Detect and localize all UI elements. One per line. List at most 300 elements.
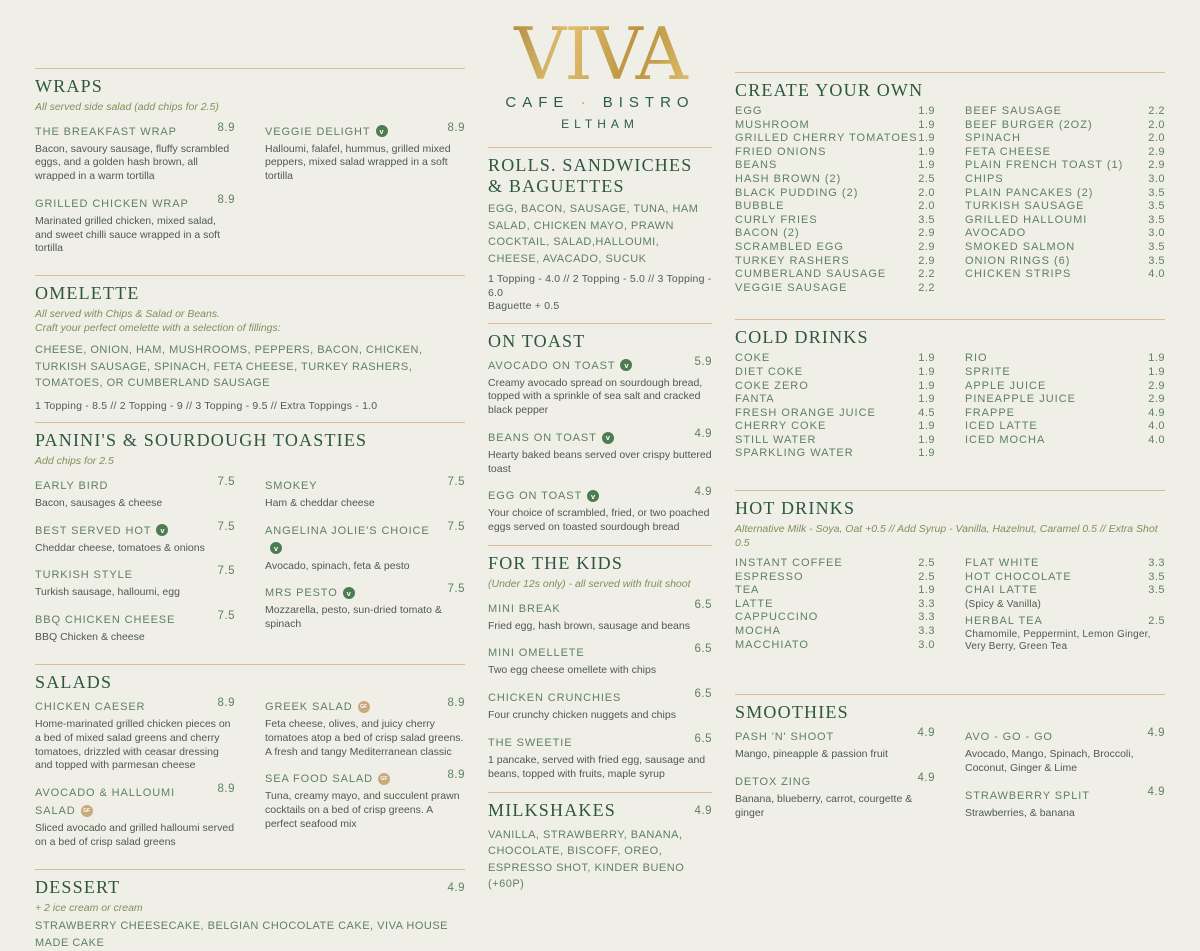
item-price: 2.5 — [918, 570, 935, 583]
milkshakes-header — [488, 800, 712, 825]
price-list-item — [735, 159, 935, 173]
section-rolls — [488, 147, 712, 314]
smoothies-grid — [735, 727, 1165, 830]
item-price: 2.0 — [1148, 118, 1165, 131]
menu-item-header — [965, 786, 1165, 804]
item-price: 3.5 — [1148, 186, 1165, 199]
menu-item-name-wrap — [35, 697, 210, 715]
item-description: Halloumi, falafel, hummus, grilled mixed peppers, mixed salad wrapped in a soft tortilla — [265, 142, 451, 183]
price-list-item — [965, 420, 1165, 434]
item-description: Creamy avocado spread on sourdough bread, topped with a sprinkle of sea salt and cracked black pepper — [488, 376, 703, 417]
item-name: ICED LATTE — [965, 420, 1038, 433]
item-name: CHICKEN CAESER — [35, 700, 146, 713]
menu-item-name-wrap — [488, 428, 687, 446]
section-title-salads: SALADS — [35, 671, 113, 692]
price-list-item — [735, 420, 935, 434]
menu-item-header — [265, 697, 465, 715]
item-name: THE BREAKFAST WRAP — [35, 125, 177, 138]
item-name: HOT CHOCOLATE — [965, 570, 1072, 583]
item-name: MRS PESTO — [265, 587, 338, 600]
item-price: 3.5 — [1148, 200, 1165, 213]
item-price: 4.9 — [694, 427, 712, 440]
item-name: STRAWBERRY SPLIT — [965, 790, 1090, 803]
menu-item-header — [265, 521, 465, 557]
menu-item-name-wrap — [488, 486, 687, 504]
item-description: Feta cheese, olives, and juicy cherry tomatoes atop a bed of crisp salad greens. A fresh and tangy Mediterranean classic — [265, 717, 464, 758]
item-description: Cheddar cheese, tomatoes & onions — [35, 541, 205, 554]
item-name: RIO — [965, 352, 988, 365]
logo-dot-icon: · — [580, 94, 592, 111]
menu-item-name-wrap — [488, 688, 687, 706]
item-price: 8.9 — [217, 121, 235, 134]
item-description: Home-marinated grilled chicken pieces on a bed of mixed salad greens and cherry tomatoes, drizzled with ceasar dressing and topped with parmesan cheese — [35, 717, 231, 772]
menu-item — [488, 486, 712, 535]
menu-item-header — [735, 727, 935, 745]
viva-logo — [488, 14, 712, 131]
item-price: 7.5 — [217, 610, 235, 623]
item-name: TURKEY RASHERS — [735, 254, 850, 267]
menu-item — [265, 476, 465, 511]
item-name: PLAIN PANCAKES (2) — [965, 186, 1094, 199]
smoothies-subcol-1 — [735, 727, 935, 830]
section-kids — [488, 545, 712, 781]
price-list-item — [735, 557, 935, 571]
item-price: 2.0 — [1148, 132, 1165, 145]
logo-city: ELTHAM — [561, 117, 639, 131]
item-price: 7.5 — [447, 583, 465, 596]
section-note-wraps: All served side salad (add chips for 2.5) — [35, 101, 219, 113]
item-name: BACON (2) — [735, 227, 800, 240]
menu-item-header — [488, 688, 712, 706]
item-price: 2.2 — [918, 281, 935, 294]
menu-item-name-wrap — [265, 697, 440, 715]
section-paninis — [35, 422, 465, 655]
section-title-dessert: DESSERT — [35, 876, 121, 897]
item-price: 2.9 — [918, 227, 935, 240]
item-description: Avocado, spinach, feta & pesto — [265, 559, 410, 572]
price-list-item — [735, 282, 935, 296]
price-list-item — [735, 200, 935, 214]
price-list-item — [735, 611, 935, 625]
section-on-toast — [488, 323, 712, 536]
item-name: PASH 'N' SHOOT — [735, 731, 835, 744]
item-price: 2.2 — [918, 268, 935, 281]
menu-item — [35, 783, 235, 850]
item-price: 1.9 — [1148, 352, 1165, 365]
item-price: 1.9 — [918, 352, 935, 365]
vegetarian-icon: v — [587, 490, 599, 502]
item-name: AVOCADO & HALLOUMI SALAD — [35, 787, 176, 818]
create-grid — [735, 105, 1165, 295]
item-description: Mozzarella, pesto, sun-dried tomato & spinach — [265, 604, 442, 631]
item-name: CUMBERLAND SAUSAGE — [735, 268, 887, 281]
item-price: 3.3 — [1148, 557, 1165, 570]
menu-item-header — [35, 476, 235, 494]
menu-item-name-wrap — [735, 772, 910, 790]
create-subcol-1 — [735, 105, 935, 295]
item-name: SCRAMBLED EGG — [735, 240, 844, 253]
item-price: 4.9 — [917, 727, 935, 740]
item-description: Banana, blueberry, carrot, courgette & ginger — [735, 793, 913, 820]
item-name: MOCHA — [735, 625, 781, 638]
item-description: Bacon, sausages & cheese — [35, 496, 163, 509]
price-list-item — [965, 366, 1165, 380]
gluten-free-icon: GF — [81, 805, 93, 817]
item-name: CHICKEN STRIPS — [965, 268, 1072, 281]
menu-item — [35, 565, 235, 600]
price-list-item — [735, 639, 935, 653]
menu-item-header — [35, 122, 235, 140]
menu-item — [35, 476, 235, 511]
item-name: FRAPPE — [965, 406, 1016, 419]
hot-drinks-note: Alternative Milk - Soya, Oat +0.5 // Add Syrup - Vanilla, Hazelnut, Caramel 0.5 // Extra Shot 0.5 — [735, 523, 1158, 549]
item-description: Turkish sausage, halloumi, egg — [35, 586, 180, 599]
item-price: 4.0 — [1148, 268, 1165, 281]
item-name: SPRITE — [965, 365, 1011, 378]
logo-tagline-left: CAFE — [505, 94, 570, 111]
section-omelette — [35, 275, 465, 413]
item-description: Chamomile, Peppermint, Lemon Ginger, Very Berry, Green Tea — [965, 629, 1151, 653]
item-name: APPLE JUICE — [965, 379, 1047, 392]
item-description: Two egg cheese omellete with chips — [488, 664, 657, 677]
price-list-item — [965, 146, 1165, 160]
item-name: MINI BREAK — [488, 602, 561, 615]
item-name: GRILLED HALLOUMI — [965, 213, 1088, 226]
price-list-item — [965, 615, 1165, 654]
item-description: 1 pancake, served with fried egg, sausage and beans, topped with fruits, maple syrup — [488, 753, 706, 780]
price-list-item — [965, 434, 1165, 448]
item-name: VEGGIE DELIGHT — [265, 125, 371, 138]
price-list-item — [965, 268, 1165, 282]
section-title-smoothies: SMOOTHIES — [735, 702, 849, 723]
menu-item — [35, 610, 235, 645]
menu-item-name-wrap — [35, 783, 210, 819]
item-name: FRESH ORANGE JUICE — [735, 406, 876, 419]
item-name: EARLY BIRD — [35, 479, 109, 492]
menu-item-name-wrap — [35, 565, 210, 583]
menu-item — [488, 733, 712, 782]
item-name: CHICKEN CRUNCHIES — [488, 692, 622, 705]
menu-item-name-wrap — [265, 583, 440, 601]
gluten-free-icon: GF — [378, 773, 390, 785]
section-title-create: CREATE YOUR OWN — [735, 80, 924, 100]
item-name: SPINACH — [965, 132, 1021, 145]
item-price: 6.5 — [694, 598, 712, 611]
milkshakes-price: 4.9 — [694, 804, 712, 817]
menu-item — [965, 727, 1165, 776]
menu-item-name-wrap — [35, 476, 210, 494]
menu-item — [35, 697, 235, 773]
item-name: BBQ CHICKEN CHEESE — [35, 614, 176, 627]
price-list-item — [965, 352, 1165, 366]
item-price: 3.0 — [1148, 227, 1165, 240]
item-name: BEANS — [735, 159, 778, 172]
item-name: AVOCADO ON TOAST — [488, 359, 616, 372]
item-name: LATTE — [735, 597, 774, 610]
menu-item-header — [735, 772, 935, 790]
item-name: INSTANT COFFEE — [735, 557, 843, 570]
menu-item — [735, 727, 935, 762]
item-description: Fried egg, hash brown, sausage and beans — [488, 619, 690, 632]
middle-column — [488, 12, 712, 891]
menu-item-name-wrap — [965, 786, 1140, 804]
item-description: Hearty baked beans served over crispy buttered toast — [488, 448, 712, 475]
section-hot-drinks — [735, 490, 1165, 657]
item-name: TURKISH SAUSAGE — [965, 200, 1085, 213]
salads-grid — [35, 697, 465, 860]
item-name: CURLY FRIES — [735, 213, 818, 226]
menu-item-name-wrap — [265, 122, 440, 140]
item-price: 4.9 — [1148, 406, 1165, 419]
price-list-item — [735, 352, 935, 366]
item-name: DETOX ZING — [735, 776, 812, 789]
rolls-pricing-1: 1 Topping - 4.0 // 2 Topping - 5.0 // 3 Topping - 6.0 — [488, 273, 712, 299]
item-name: HASH BROWN (2) — [735, 172, 842, 185]
price-list-item — [735, 571, 935, 585]
price-list-item — [735, 380, 935, 394]
price-list-item — [965, 407, 1165, 421]
price-list-item — [735, 227, 935, 241]
menu-item-name-wrap — [265, 476, 440, 494]
dessert-price: 4.9 — [447, 881, 465, 894]
item-price: 2.5 — [918, 557, 935, 570]
omelette-pricing: 1 Topping - 8.5 // 2 Topping - 9 // 3 Topping - 9.5 // Extra Toppings - 1.0 — [35, 399, 378, 412]
price-list-item — [965, 584, 1165, 611]
item-name: DIET COKE — [735, 365, 804, 378]
menu-item — [265, 697, 465, 759]
item-name: ESPRESSO — [735, 570, 804, 583]
menu-item-header — [35, 521, 235, 539]
item-price: 6.5 — [694, 732, 712, 745]
price-list-item — [965, 255, 1165, 269]
menu-item-header — [265, 476, 465, 494]
item-price: 4.9 — [694, 486, 712, 499]
item-name: MINI OMELLETE — [488, 647, 585, 660]
section-title-kids: FOR THE KIDS — [488, 553, 624, 574]
menu-item — [488, 599, 712, 634]
menu-item-name-wrap — [35, 194, 210, 212]
logo-wordmark: VIVA — [488, 16, 712, 92]
price-list-item — [735, 393, 935, 407]
menu-item-name-wrap — [35, 122, 210, 140]
dessert-options: STRAWBERRY CHEESECAKE, BELGIAN CHOCOLATE CAKE, VIVA HOUSE MADE CAKE — [35, 920, 448, 949]
section-milkshakes — [488, 792, 712, 893]
menu-item — [265, 583, 465, 632]
item-name: SEA FOOD SALAD — [265, 773, 373, 786]
item-name: VEGGIE SAUSAGE — [735, 281, 848, 294]
item-price: 3.5 — [918, 213, 935, 226]
menu-item-header — [488, 486, 712, 504]
item-price: 2.9 — [1148, 393, 1165, 406]
item-price: 1.9 — [918, 365, 935, 378]
paninis-subcol-1 — [35, 476, 235, 655]
item-price: 2.9 — [918, 240, 935, 253]
item-price: 3.5 — [1148, 570, 1165, 583]
item-name: AVOCADO — [965, 227, 1027, 240]
price-list-item — [965, 119, 1165, 133]
item-name: THE SWEETIE — [488, 736, 573, 749]
item-name: FANTA — [735, 393, 775, 406]
item-price: 8.9 — [217, 193, 235, 206]
item-name: BLACK PUDDING (2) — [735, 186, 859, 199]
item-price: 2.0 — [918, 200, 935, 213]
rolls-pricing-2: Baguette + 0.5 — [488, 300, 560, 312]
hot-drinks-subcol-1 — [735, 557, 935, 657]
wraps-grid — [35, 122, 465, 267]
item-price: 1.9 — [918, 420, 935, 433]
kids-note: (Under 12s only) - all served with fruit shoot — [488, 578, 691, 591]
price-list-item — [965, 159, 1165, 173]
on-toast-list — [488, 356, 712, 536]
price-list-item — [735, 146, 935, 160]
item-price: 1.9 — [918, 159, 935, 172]
item-price: 2.9 — [1148, 159, 1165, 172]
item-name: AVO - GO - GO — [965, 731, 1053, 744]
item-price: 7.5 — [447, 475, 465, 488]
price-list-item — [965, 132, 1165, 146]
menu-item — [488, 428, 712, 477]
menu-item-header — [35, 697, 235, 715]
menu-item — [965, 786, 1165, 821]
menu-item — [265, 769, 465, 831]
item-price: 1.9 — [918, 105, 935, 117]
item-name: CHAI LATTE — [965, 584, 1038, 597]
price-list-item — [735, 187, 935, 201]
salads-subcol-2 — [265, 697, 465, 860]
menu-item — [735, 772, 935, 821]
menu-item-header — [488, 643, 712, 661]
item-description: Sliced avocado and grilled halloumi served on a bed of crisp salad greens — [35, 822, 235, 848]
item-name: SMOKEY — [265, 479, 318, 492]
menu-item-header — [35, 783, 235, 819]
item-price: 1.9 — [918, 433, 935, 446]
price-list-item — [735, 105, 935, 119]
section-create-your-own — [735, 72, 1165, 295]
item-price: 3.5 — [1148, 213, 1165, 226]
omelette-fillings: CHEESE, ONION, HAM, MUSHROOMS, PEPPERS, BACON, CHICKEN, TURKISH SAUSAGE, SPINACH, FETA CHEESE, TURKEY RASHERS, TOMATOES, OR CUMBERLAND SAUSAGE — [35, 344, 423, 390]
section-wraps — [35, 68, 465, 266]
item-price: 8.9 — [447, 121, 465, 134]
item-price: 4.9 — [1147, 727, 1165, 740]
price-list-item — [735, 173, 935, 187]
price-list-item — [965, 214, 1165, 228]
paninis-grid — [35, 476, 465, 655]
kids-list — [488, 599, 712, 782]
hot-drinks-grid — [735, 557, 1165, 657]
section-smoothies — [735, 694, 1165, 830]
item-description: Strawberries, & banana — [965, 807, 1075, 820]
menu-item-name-wrap — [265, 521, 440, 557]
section-salads — [35, 664, 465, 860]
item-price: 6.5 — [694, 688, 712, 701]
item-price: 2.9 — [918, 254, 935, 267]
price-list-item — [735, 268, 935, 282]
vegetarian-icon: v — [343, 587, 355, 599]
item-name: BEST SERVED HOT — [35, 524, 152, 537]
menu-item — [488, 643, 712, 678]
item-price: 2.2 — [1148, 105, 1165, 117]
cold-drinks-grid — [735, 352, 1165, 461]
menu-item — [488, 356, 712, 418]
menu-item — [35, 521, 235, 556]
menu-item — [35, 194, 235, 256]
item-price: 7.5 — [217, 565, 235, 578]
item-price: 3.0 — [918, 638, 935, 651]
item-price: 1.9 — [1148, 365, 1165, 378]
item-price: 4.0 — [1148, 420, 1165, 433]
section-title-paninis: PANINI'S & SOURDOUGH TOASTIES — [35, 430, 368, 451]
price-list-item — [735, 241, 935, 255]
item-name: ONION RINGS (6) — [965, 254, 1071, 267]
wraps-subcol-2 — [265, 122, 465, 267]
vegetarian-icon: v — [270, 542, 282, 554]
item-description: (Spicy & Vanilla) — [965, 598, 1042, 610]
item-price: 8.9 — [217, 696, 235, 709]
item-name: PLAIN FRENCH TOAST (1) — [965, 159, 1124, 172]
menu-item-name-wrap — [265, 769, 440, 787]
menu-item-name-wrap — [488, 599, 687, 617]
section-title-cold-drinks: COLD DRINKS — [735, 327, 869, 348]
item-name: CHERRY COKE — [735, 420, 827, 433]
price-list-item — [965, 227, 1165, 241]
vegetarian-icon: v — [620, 359, 632, 371]
price-list-item — [735, 255, 935, 269]
item-name: BEEF SAUSAGE — [965, 105, 1062, 117]
item-price: 4.5 — [918, 406, 935, 419]
menu-item-name-wrap — [488, 643, 687, 661]
menu-item-header — [488, 428, 712, 446]
item-price: 4.9 — [917, 772, 935, 785]
menu-item-name-wrap — [735, 727, 910, 745]
item-price: 1.9 — [918, 379, 935, 392]
item-price: 3.5 — [1148, 254, 1165, 267]
section-note-paninis: Add chips for 2.5 — [35, 455, 114, 468]
item-price: 3.5 — [1148, 240, 1165, 253]
salads-subcol-1 — [35, 697, 235, 860]
item-name: ANGELINA JOLIE'S CHOICE — [265, 524, 430, 537]
item-description: Marinated grilled chicken, mixed salad, and sweet chilli sauce wrapped in a soft tortilla — [35, 214, 221, 255]
item-name: TURKISH STYLE — [35, 569, 133, 582]
menu-item-header — [265, 769, 465, 787]
item-price: 3.3 — [918, 597, 935, 610]
item-price: 2.9 — [1148, 379, 1165, 392]
item-price: 6.5 — [694, 643, 712, 656]
item-name: FRIED ONIONS — [735, 145, 827, 158]
price-list-item — [735, 407, 935, 421]
smoothies-subcol-2 — [965, 727, 1165, 830]
item-name: SMOKED SALMON — [965, 240, 1076, 253]
section-title-wraps: WRAPS — [35, 76, 104, 96]
item-name: BUBBLE — [735, 200, 785, 213]
item-name: BEEF BURGER (2OZ) — [965, 118, 1093, 131]
item-price: 5.9 — [694, 355, 712, 368]
item-name: GRILLED CHERRY TOMATOES — [735, 132, 918, 145]
item-price: 3.5 — [1148, 584, 1165, 597]
omelette-note-1: All served with Chips & Salad or Beans. — [35, 308, 221, 321]
omelette-note-2: Craft your perfect omelette with a selection of fillings: — [35, 321, 281, 334]
section-title-hot-drinks: HOT DRINKS — [735, 498, 856, 519]
item-name: BEANS ON TOAST — [488, 431, 597, 444]
item-price: 2.5 — [1148, 614, 1165, 627]
item-name: CAPPUCCINO — [735, 611, 819, 624]
item-name: EGG ON TOAST — [488, 490, 583, 503]
item-name: FLAT WHITE — [965, 557, 1040, 570]
item-price: 7.5 — [217, 520, 235, 533]
item-price: 3.0 — [1148, 172, 1165, 185]
section-title-omelette: OMELETTE — [35, 283, 140, 304]
item-description: Bacon, savoury sausage, fluffy scrambled eggs, and a golden hash brown, all wrapped in a warm tortilla — [35, 142, 230, 183]
hot-drinks-subcol-2 — [965, 557, 1165, 657]
